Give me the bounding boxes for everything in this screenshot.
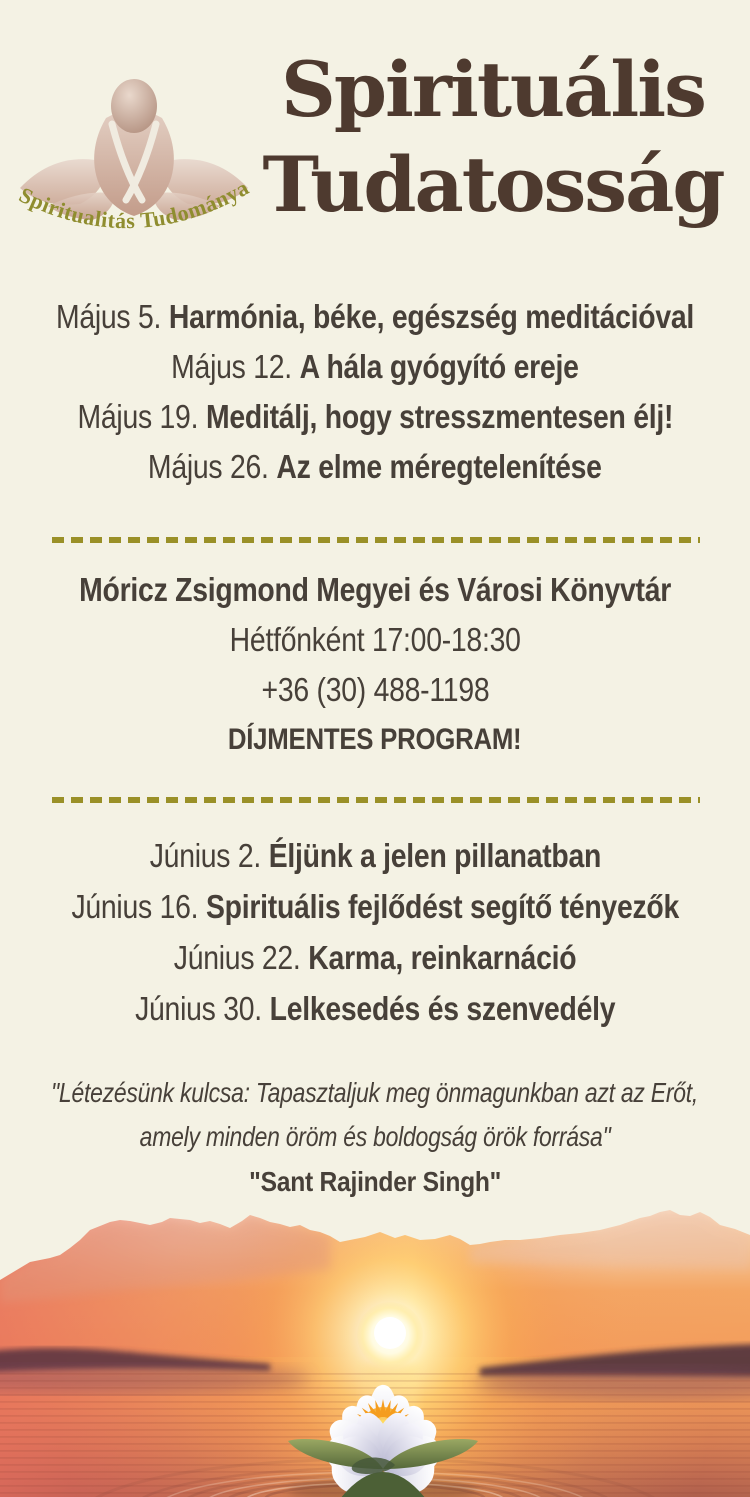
quote-attribution: "Sant Rajinder Singh" — [249, 1166, 501, 1197]
event-date: Május 26. — [148, 448, 269, 485]
quote — [0, 1071, 750, 1205]
logo-curved-text: Spiritualitás Tudománya — [15, 174, 254, 234]
schedule-may — [0, 292, 750, 492]
sunset-lake-photo — [0, 1207, 750, 1497]
event-date: Június 2. — [149, 836, 261, 874]
event-topic: Lelkesedés és szenvedély — [269, 989, 616, 1027]
schedule-item — [0, 932, 750, 983]
title-line1: Spirituális — [281, 45, 705, 134]
event-date: Május 12. — [171, 348, 292, 385]
event-topic: A hála gyógyító ereje — [299, 348, 579, 385]
title-line2: Tudatosság — [262, 140, 724, 229]
event-date: Május 5. — [55, 298, 162, 335]
quote-line: amely minden öröm és boldogság örök forrása" — [139, 1121, 611, 1152]
venue-phone: +36 (30) 488-1198 — [261, 671, 489, 708]
venue-name: Móricz Zsigmond Megyei és Városi Könyvtár — [79, 571, 671, 608]
free-program-label: DÍJMENTES PROGRAM! — [228, 723, 522, 756]
event-topic: Harmónia, béke, egészség meditációval — [168, 298, 695, 335]
event-topic: Meditálj, hogy stresszmentesen élj! — [205, 398, 673, 435]
dashed-divider — [52, 797, 700, 803]
event-topic: Éljünk a jelen pillanatban — [268, 836, 601, 874]
schedule-item — [0, 392, 750, 442]
event-topic: Karma, reinkarnáció — [308, 938, 577, 976]
schedule-june — [0, 830, 750, 1034]
event-date: Június 16. — [71, 887, 199, 925]
schedule-item — [0, 442, 750, 492]
schedule-item — [0, 881, 750, 932]
event-date: Június 22. — [173, 938, 301, 976]
dashed-divider — [52, 537, 700, 543]
event-topic: Spirituális fejlődést segítő tényezők — [205, 887, 679, 925]
meditating-figure — [94, 79, 174, 216]
logo — [8, 76, 260, 246]
page-title — [242, 42, 744, 232]
venue-time: Hétfőnként 17:00-18:30 — [229, 621, 521, 658]
event-topic: Az elme méregtelenítése — [276, 448, 602, 485]
schedule-item — [0, 292, 750, 342]
schedule-item — [0, 342, 750, 392]
quote-line: "Létezésünk kulcsa: Tapasztaljuk meg önmagunkban azt az Erőt, — [51, 1077, 699, 1108]
event-date: Május 19. — [77, 398, 198, 435]
schedule-item — [0, 830, 750, 881]
schedule-item — [0, 983, 750, 1034]
header — [0, 0, 750, 270]
event-date: Június 30. — [134, 989, 262, 1027]
venue-info — [0, 565, 750, 765]
